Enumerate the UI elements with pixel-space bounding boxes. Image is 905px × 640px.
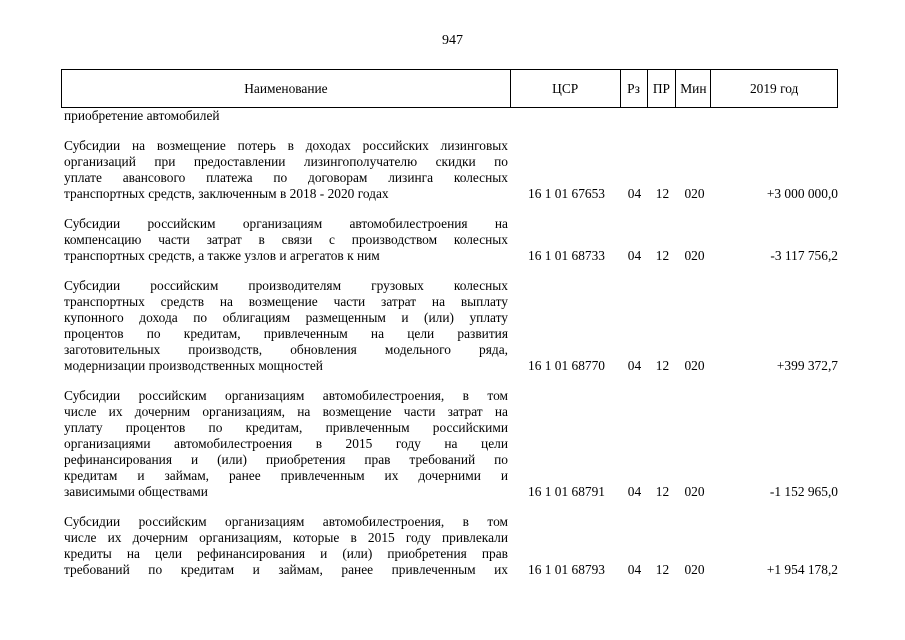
- row-pr: 12: [655, 186, 670, 201]
- row-name-line: транспортных средств на возмещение части затрат на выплату: [64, 294, 508, 309]
- row-values: [61, 484, 838, 500]
- row-values: [61, 358, 838, 374]
- row-name-line: организаций при предоставлении лизингополучателю скидки по: [64, 154, 508, 169]
- row-name-line: Субсидии российским организациям автомобилестроения, в том: [64, 388, 508, 403]
- row-name-line: процентов по кредитам, привлеченным на цели развития: [64, 326, 508, 341]
- header-rz: Рз: [621, 70, 648, 107]
- row-values: [61, 562, 838, 578]
- row-min: 020: [684, 186, 705, 201]
- row-min: 020: [684, 484, 705, 499]
- row-rz: 04: [627, 248, 642, 263]
- row-min: 020: [684, 248, 705, 263]
- row-pr: 12: [655, 484, 670, 499]
- row-amount: +399 372,7: [776, 358, 838, 373]
- row-rz: 04: [627, 358, 642, 373]
- row-name-line: кредитам и займам, ранее привлеченным их дочерними и: [64, 468, 508, 483]
- row-csr: 16 1 01 68791: [528, 484, 605, 499]
- row-values: [61, 186, 838, 202]
- row-amount: +3 000 000,0: [766, 186, 838, 201]
- row-name-line: требований по кредитам и займам, ранее привлеченным их: [64, 562, 508, 577]
- table-row: [61, 216, 838, 264]
- table-body: [61, 108, 838, 578]
- row-name-line: уплате авансового платежа по договорам лизинга колесных: [64, 170, 508, 185]
- table-row: [61, 278, 838, 374]
- row-min: 020: [684, 358, 705, 373]
- row-csr: 16 1 01 68793: [528, 562, 605, 577]
- header-csr: ЦСР: [511, 70, 621, 107]
- continuation-text: приобретение автомобилей: [64, 108, 220, 123]
- row-amount: -3 117 756,2: [770, 248, 838, 263]
- row-name-line: модернизации производственных мощностей: [64, 358, 323, 373]
- table-row: [61, 514, 838, 578]
- table-row: [61, 138, 838, 202]
- row-name-line: числе их дочерним организациям, на возмещение части затрат на: [64, 404, 508, 419]
- row-name-line: транспортных средств, а также узлов и агрегатов к ним: [64, 248, 380, 263]
- row-name-line: Субсидии российским организациям автомобилестроения, в том: [64, 514, 508, 529]
- row-amount: +1 954 178,2: [766, 562, 838, 577]
- row-rz: 04: [627, 186, 642, 201]
- row-pr: 12: [655, 248, 670, 263]
- row-name-line: купонного дохода по облигациям размещенным и (или) уплату: [64, 310, 508, 325]
- row-name-line: рефинансирования и (или) приобретения прав требований по: [64, 452, 508, 467]
- row-min: 020: [684, 562, 705, 577]
- row-name-line: Субсидии на возмещение потерь в доходах российских лизинговых: [64, 138, 508, 153]
- row-csr: 16 1 01 67653: [528, 186, 605, 201]
- row-values: [61, 248, 838, 264]
- row-pr: 12: [655, 358, 670, 373]
- row-csr: 16 1 01 68733: [528, 248, 605, 263]
- row-name-line: заготовительных производств, обновления модельного ряда,: [64, 342, 508, 357]
- row-pr: 12: [655, 562, 670, 577]
- header-pr: ПР: [648, 70, 677, 107]
- header-year: 2019 год: [749, 80, 799, 96]
- row-name-line: Субсидии российским организациям автомобилестроения на: [64, 216, 508, 231]
- table-header: [61, 69, 838, 108]
- page-number: 947: [442, 33, 463, 48]
- row-name-line: зависимыми обществами: [64, 484, 208, 499]
- row-name-line: компенсацию части затрат в связи с производством колесных: [64, 232, 508, 247]
- row-csr: 16 1 01 68770: [528, 358, 605, 373]
- row-amount: -1 152 965,0: [769, 484, 838, 499]
- table-row: [61, 388, 838, 500]
- row-name-line: транспортных средств, заключенным в 2018 - 2020 годах: [64, 186, 389, 201]
- row-rz: 04: [627, 562, 642, 577]
- header-min: Мин: [676, 70, 711, 107]
- row-name-line: организациями автомобилестроения в 2015 году на цели: [64, 436, 508, 451]
- row-name-line: Субсидии российским производителям грузовых колесных: [64, 278, 508, 293]
- row-name-line: числе их дочерним организациям, которые в 2015 году привлекали: [64, 530, 508, 545]
- header-name: Наименование: [62, 70, 511, 107]
- row-name-line: уплату процентов по кредитам, привлеченным российскими: [64, 420, 508, 435]
- row-rz: 04: [627, 484, 642, 499]
- row-name-line: кредиты на цели рефинансирования и (или) приобретения прав: [64, 546, 508, 561]
